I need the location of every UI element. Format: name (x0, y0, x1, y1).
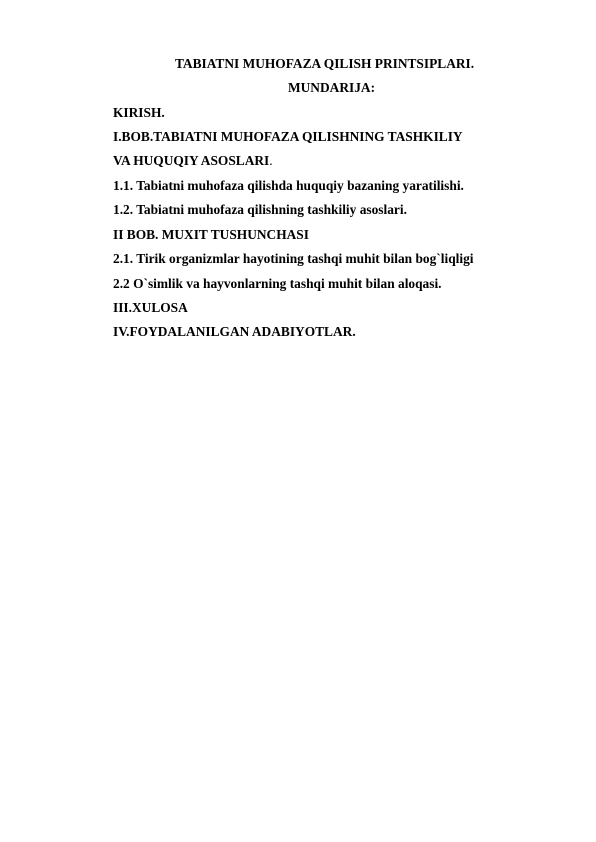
trailing-dot: . (269, 153, 273, 168)
document-title: TABIATNI MUHOFAZA QILISH PRINTSIPLARI. (175, 56, 475, 71)
contents-item-2-2: 2.2 O`simlik va hayvonlarning tashqi muhit bilan aloqasi. (113, 276, 442, 291)
contents-heading: MUNDARIJA: (288, 80, 376, 95)
contents-item-chapter-1: I.BOB.TABIATNI MUHOFAZA QILISHNING TASHKILIY (113, 129, 463, 144)
contents-item-1-2: 1.2. Tabiatni muhofaza qilishning tashkiliy asoslari. (113, 202, 407, 217)
contents-item-1-1: 1.1. Tabiatni muhofaza qilishda huquqiy bazaning yaratilishi. (113, 178, 464, 193)
contents-item-chapter-1-continued (113, 153, 273, 169)
contents-item-conclusion: III.XULOSA (113, 300, 188, 315)
chapter-1-continued-text: VA HUQUQIY ASOSLARI (113, 153, 270, 168)
contents-item-chapter-2: II BOB. MUXIT TUSHUNCHASI (113, 227, 309, 242)
contents-item-2-1: 2.1. Tirik organizmlar hayotining tashqi muhit bilan bog`liqligi (113, 251, 474, 266)
contents-item-intro: KIRISH. (113, 105, 165, 120)
contents-item-references: IV.FOYDALANILGAN ADABIYOTLAR. (113, 324, 356, 339)
